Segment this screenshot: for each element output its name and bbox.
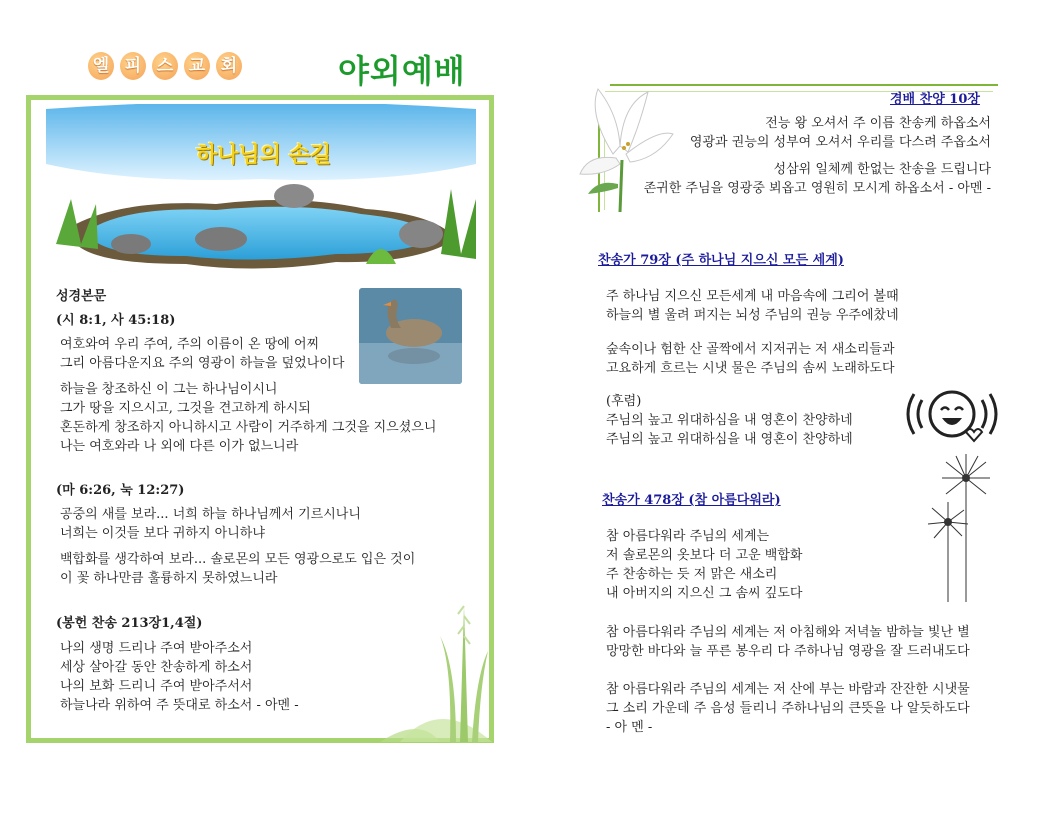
lyric-line: 나의 생명 드리나 주여 받아주소서 (60, 641, 253, 656)
chorus-label: (후렴) (606, 394, 642, 409)
verse-line: 나는 여호와라 나 외에 다른 이가 없느니라 (60, 439, 299, 454)
verse-line: 이 꽃 하나만큼 훌륭하지 못하였느니라 (60, 571, 278, 586)
scripture-ref-1: (시 8:1, 사 45:18) (56, 313, 176, 328)
verse-block-1 (60, 335, 344, 373)
praise-song-lyrics-a (690, 114, 991, 152)
lyric-line: 내 아버지의 지으신 그 솜씨 깊도다 (606, 586, 803, 601)
lyric-line: 성삼위 일체께 한없는 찬송을 드립니다 (773, 162, 991, 177)
lyric-line: - 아 멘 - (606, 720, 653, 735)
hymn-478-heading: 찬송가 478장 (참 아름다워라) (602, 493, 781, 508)
hymn-478-verse-3 (606, 680, 970, 737)
lyric-line: 주 찬송하는 듯 저 맑은 새소리 (606, 567, 778, 582)
hymn-478-verse-1 (606, 527, 802, 603)
lyric-line: 참 아름다워라 주님의 세계는 저 아침해와 저녁놀 밤하늘 빛난 별 (606, 625, 970, 640)
church-char: 회 (216, 52, 242, 80)
pond-scene-illustration (36, 104, 486, 284)
verse-block-4 (60, 550, 415, 588)
scripture-ref-2: (마 6:26, 눅 12:27) (56, 483, 185, 498)
verse-line: 혼돈하게 창조하지 아니하시고 사람이 거주하게 그것을 지으셨으니 (60, 420, 437, 435)
verse-line: 백합화를 생각하여 보라... 솔로몬의 모든 영광으로도 입은 것이 (60, 552, 416, 567)
church-char: 스 (152, 52, 178, 80)
verse-block-3 (60, 505, 361, 543)
praise-song-heading: 경배 찬양 10장 (890, 92, 980, 107)
lyric-line: 숲속이나 험한 산 골짝에서 지저귀는 저 새소리들과 (606, 342, 895, 357)
lyric-line: 하늘나라 위하여 주 뜻대로 하소서 - 아멘 - (60, 698, 299, 713)
hymn-79-verse-2 (606, 340, 895, 378)
verse-line: 그가 땅을 지으시고, 그것을 견고하게 하시되 (60, 401, 311, 416)
hymn-79-chorus (606, 411, 853, 449)
church-char: 엘 (88, 52, 114, 80)
lyric-line: 세상 살아갈 동안 찬송하게 하소서 (60, 660, 253, 675)
lyric-line: 주님의 높고 위대하심을 내 영혼이 찬양하네 (606, 432, 853, 447)
lyric-line: 그 소리 가운데 주 음성 들리니 주하나님의 큰뜻을 나 알듯하도다 (606, 701, 970, 716)
church-char: 피 (120, 52, 146, 80)
lyric-line: 참 아름다워라 주님의 세계는 저 산에 부는 바람과 잔잔한 시냇물 (606, 682, 970, 697)
lyric-line: 전능 왕 오셔서 주 이름 찬송케 하옵소서 (765, 116, 991, 131)
lyric-line: 존귀한 주님을 영광중 뵈옵고 영원히 모시게 하옵소서 - 아멘 - (643, 181, 991, 196)
service-title: 야외예배 (338, 52, 466, 90)
verse-line: 그리 아름다운지요 주의 영광이 하늘을 덮었나이다 (60, 356, 345, 371)
verse-line: 여호와여 우리 주여, 주의 이름이 온 땅에 어찌 (60, 337, 320, 352)
hymn-478-verse-2 (606, 623, 970, 661)
scene-title: 하나님의 손길 (196, 143, 332, 168)
singing-smiley-icon (906, 386, 998, 448)
scripture-heading: 성경본문 (56, 289, 107, 304)
lyric-line: 나의 보화 드리니 주여 받아주서서 (60, 679, 253, 694)
dandelion-icon (924, 452, 994, 602)
lyric-line: 주님의 높고 위대하심을 내 영혼이 찬양하네 (606, 413, 853, 428)
verse-line: 너희는 이것들 보다 귀하지 아니하냐 (60, 526, 265, 541)
offering-hymn-lyrics (60, 639, 299, 715)
lyric-line: 주 하나님 지으신 모든세계 내 마음속에 그리어 볼때 (606, 289, 899, 304)
lyric-line: 저 솔로몬의 옷보다 더 고운 백합화 (606, 548, 803, 563)
offering-hymn-heading: (봉헌 찬송 213장1,4절) (56, 616, 203, 631)
hymn-79-verse-1 (606, 287, 899, 325)
hymn-79-heading: 찬송가 79장 (주 하나님 지으신 모든 세계) (598, 253, 844, 268)
verse-line: 공중의 새를 보라... 너희 하늘 하나님께서 기르시나니 (60, 507, 361, 522)
church-char: 교 (184, 52, 210, 80)
praise-song-lyrics-b (644, 160, 991, 198)
verse-line: 하늘을 창조하신 이 그는 하나님이시니 (60, 382, 278, 397)
lyric-line: 망망한 바다와 늘 푸른 봉우리 다 주하나님 영광을 잘 드러내도다 (606, 644, 970, 659)
lyric-line: 참 아름다워라 주님의 세계는 (606, 529, 770, 544)
lyric-line: 고요하게 흐르는 시냇 물은 주님의 솜씨 노래하도다 (606, 361, 895, 376)
goose-photo (359, 288, 462, 384)
lyric-line: 하늘의 별 울려 퍼지는 뇌성 주님의 권능 우주에찼네 (606, 308, 899, 323)
grass-icon (380, 596, 492, 742)
lyric-line: 영광과 권능의 성부여 오셔서 우리를 다스려 주옵소서 (689, 135, 991, 150)
verse-block-2 (60, 380, 436, 456)
church-name (88, 52, 258, 82)
